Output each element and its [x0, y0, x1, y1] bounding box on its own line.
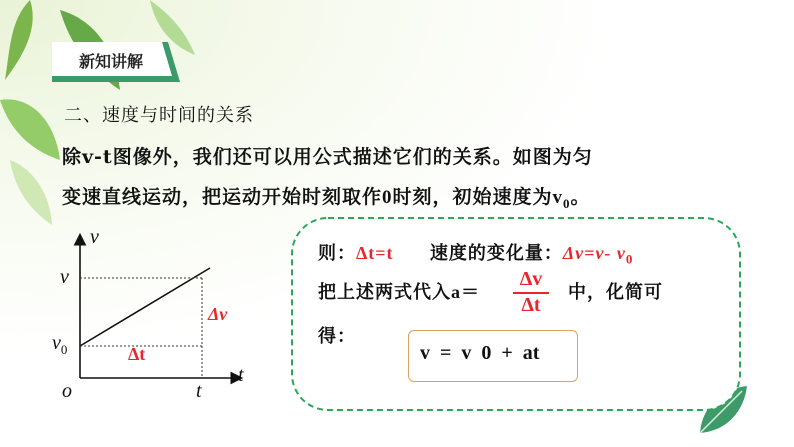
section-tag-label: 新知讲解 [78, 52, 143, 71]
y-axis-label: v [90, 226, 99, 248]
paragraph-line-2: 变速直线运动，把运动开始时刻取作0时刻，初始速度为$v_0$。 [62, 186, 591, 211]
velocity-line [80, 268, 210, 346]
x-axis-label: t [238, 364, 244, 386]
velocity-formula: v = v 0 + at [420, 342, 540, 364]
t-label: t [196, 380, 202, 402]
paragraph-line-1: 除v-t图像外，我们还可以用公式描述它们的关系。如图为匀 [62, 146, 593, 168]
v0-label: $v_0$ [52, 332, 68, 357]
box-line-3: 得： [318, 326, 356, 347]
delta-v-over-delta-t: $\frac{\Delta v}{\Delta t}$ [513, 268, 549, 317]
section-heading: 二、速度与时间的关系 [64, 105, 254, 126]
box-line-1: 则：Δt=t 速度的变化量：Δv=v- $v_0$ [318, 243, 634, 267]
box-line-2: 把上述两式代入a＝ [318, 282, 480, 303]
origin-label: o [62, 380, 72, 402]
velocity-time-graph [44, 228, 264, 398]
box-line-2-suffix: 中，化简可 [568, 282, 663, 303]
v-label: v [60, 266, 69, 288]
delta-v-label: Δv [208, 304, 228, 324]
delta-t-label: Δt [128, 344, 146, 364]
